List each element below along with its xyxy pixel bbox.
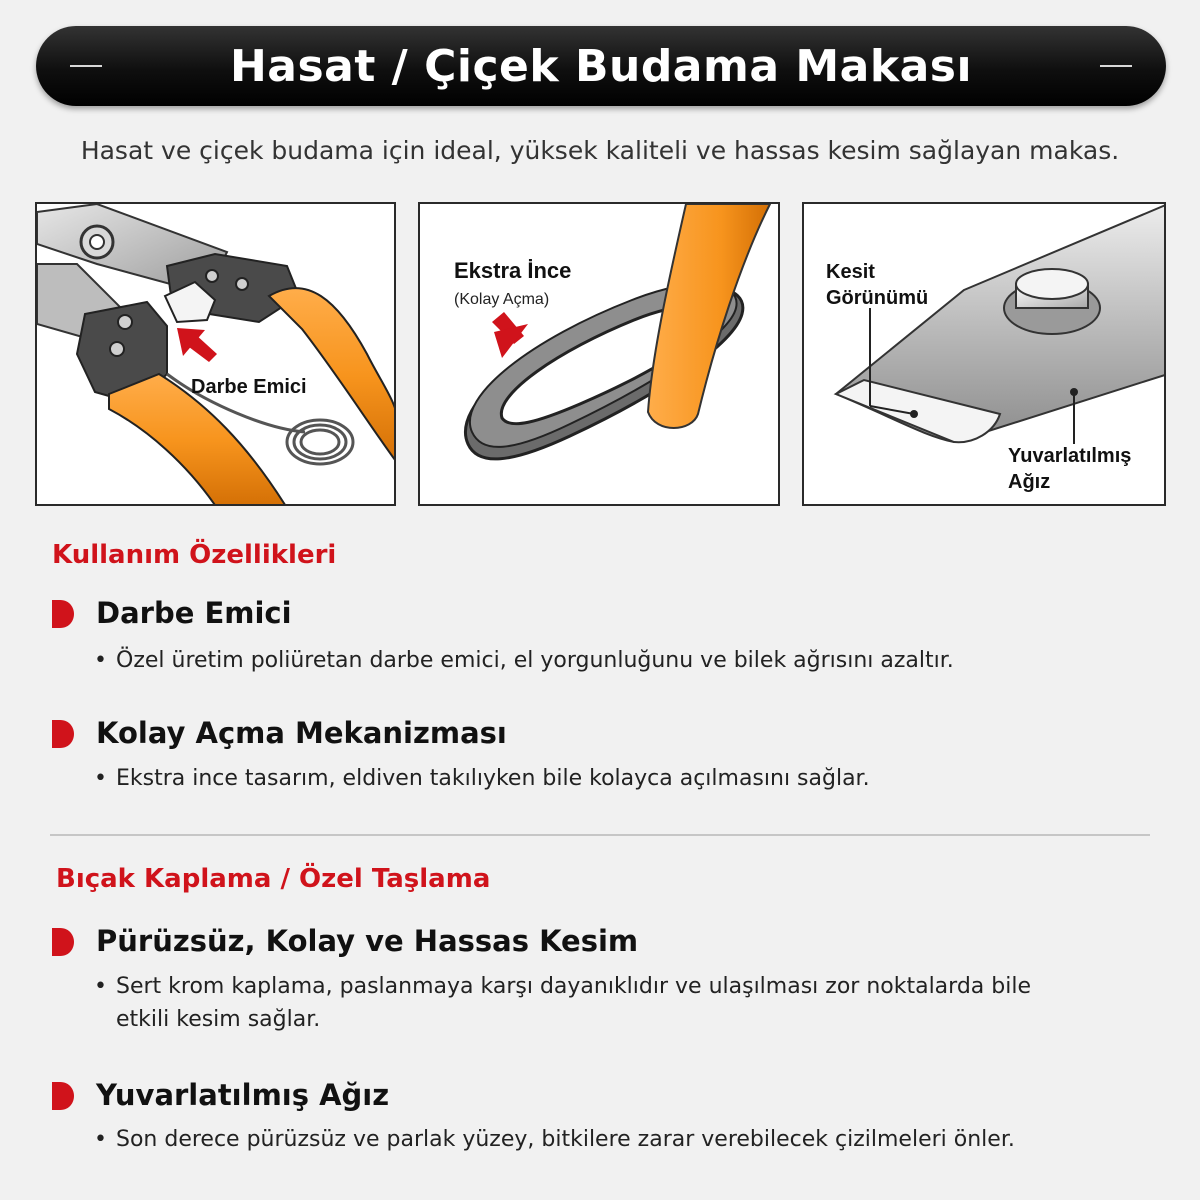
panel-sublabel-easy-open: (Kolay Açma) [454,291,550,308]
bullet-dot: • [94,648,107,673]
shock-absorber-illustration [37,204,396,506]
cross-section-illustration [804,204,1166,506]
feature-title-shock: Darbe Emici [96,596,292,630]
extra-thin-illustration [420,204,780,506]
panel-label-shock: Darbe Emici [191,376,307,398]
red-bullet-icon [50,926,76,958]
red-arrow-icon [177,328,217,362]
feature-bullet-precise-cut: • Sert krom kaplama, paslanmaya karşı dayanıklıdır ve ulaşılması zor noktalarda bile etkili kesim sağlar. [94,970,1094,1036]
title-decoration-right [1100,65,1132,67]
panel-callout-edge: Ağız [1008,471,1051,493]
bullet-dot: • [94,766,107,791]
title-decoration-left [70,65,102,67]
feature-title-rounded-edge: Yuvarlatılmış Ağız [96,1078,390,1112]
page-subtitle: Hasat ve çiçek budama için ideal, yüksek kaliteli ve hassas kesim sağlayan makas. [80,136,1120,165]
title-bar [36,26,1166,106]
feature-bullet-shock: • Özel üretim poliüretan darbe emici, el yorgunluğunu ve bilek ağrısını azaltır. [94,644,1094,677]
feature-title-precise-cut: Pürüzsüz, Kolay ve Hassas Kesim [96,924,639,958]
panel-label-view: Görünümü [826,287,929,309]
panel-extra-thin [418,202,780,506]
feature-bullet-easy-open: • Ekstra ince tasarım, eldiven takılıyken bile kolayca açılmasını sağlar. [94,762,1094,795]
handle-tip [648,204,770,428]
feature-bullet-rounded-edge: • Son derece pürüzsüz ve parlak yüzey, bitkilere zarar verebilecek çizilmeleri önler. [94,1123,1094,1156]
red-arrow-icon [492,312,528,358]
section-divider [50,834,1150,836]
blade-bolt [1004,269,1100,334]
panel-shock-absorber [35,202,396,506]
feature-title-easy-open: Kolay Açma Mekanizması [96,716,507,750]
bullet-dot: • [94,974,107,999]
panel-label-extra-thin: Ekstra İnce [454,258,572,283]
section-heading-usage: Kullanım Özellikleri [52,540,337,570]
section-heading-blade: Bıçak Kaplama / Özel Taşlama [56,864,491,894]
red-bullet-icon [50,598,76,630]
red-bullet-icon [50,1080,76,1112]
panel-cross-section [802,202,1166,506]
panel-callout-rounded: Yuvarlatılmış [1008,445,1132,467]
bullet-dot: • [94,1127,107,1152]
page-title: Hasat / Çiçek Budama Makası [229,40,973,92]
red-bullet-icon [50,718,76,750]
panel-label-section: Kesit [826,261,875,283]
